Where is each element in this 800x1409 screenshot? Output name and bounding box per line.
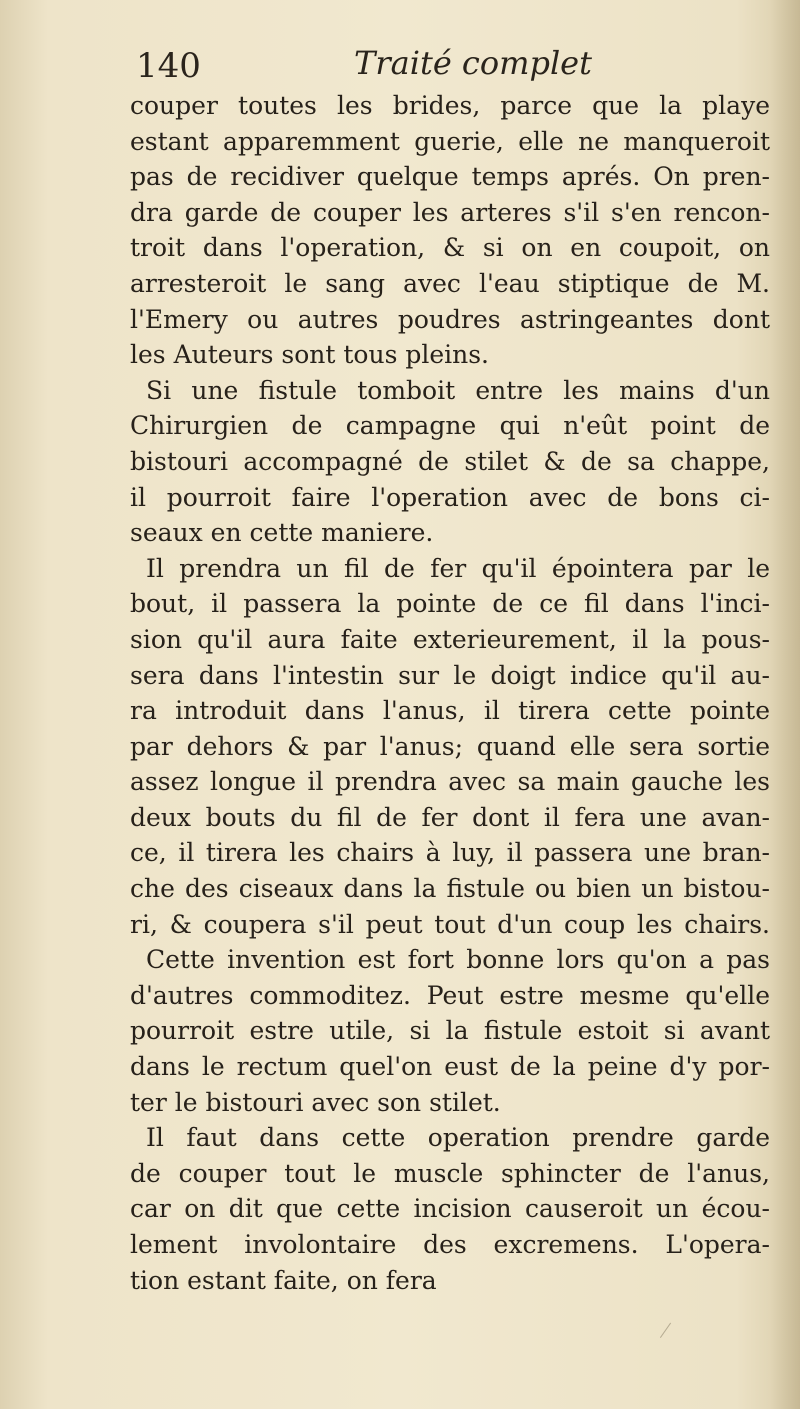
text-line: de couper tout le muscle sphincter de l'anus, xyxy=(130,1158,770,1188)
text-line: les Auteurs sont tous pleins. xyxy=(130,340,490,370)
text-line: che des ciseaux dans la fistule ou bien un bistou- xyxy=(130,874,770,904)
text-line: arresteroit le sang avec l'eau stiptique de M. xyxy=(130,268,770,298)
running-title: Traité complet xyxy=(354,44,592,82)
body-text xyxy=(130,88,770,1298)
text-line: Si une fistule tomboit entre les mains d'un xyxy=(146,375,770,405)
text-line: couper toutes les brides, parce que la playe xyxy=(130,91,770,120)
text-line: car on dit que cette incision causeroit un écou- xyxy=(130,1194,770,1224)
text-line: bout, il passera la pointe de ce fil dans l'inci- xyxy=(130,589,770,619)
text-line: Chirurgien de campagne qui n'eût point de xyxy=(130,411,770,441)
text-line: ri, & coupera s'il peut tout d'un coup les chairs. xyxy=(130,909,770,939)
text-line: lement involontaire des excremens. L'opera- xyxy=(130,1230,770,1259)
text-line: assez longue il prendra avec sa main gauche les xyxy=(130,767,770,797)
text-line: il pourroit faire l'operation avec de bons ci- xyxy=(130,482,770,512)
running-head xyxy=(130,42,770,88)
text-line: seaux en cette maniere. xyxy=(130,518,434,548)
text-line: sera dans l'intestin sur le doigt indice qu'il au- xyxy=(130,660,770,690)
text-line: deux bouts du fil de fer dont il fera une avan- xyxy=(130,802,770,832)
text-line: par dehors & par l'anus; quand elle sera sortie xyxy=(130,731,770,761)
text-line: pas de recidiver quelque temps aprés. On pren- xyxy=(130,162,770,192)
text-line: Cette invention est fort bonne lors qu'on a pas xyxy=(146,945,770,975)
text-line: ra introduit dans l'anus, il tirera cette pointe xyxy=(130,696,770,726)
text-line: pourroit estre utile, si la fistule estoit si avant xyxy=(130,1016,770,1046)
text-line: Il faut dans cette operation prendre garde xyxy=(146,1123,770,1153)
text-line: dans le rectum quel'on eust de la peine d'y por- xyxy=(130,1052,770,1082)
pencil-mark xyxy=(642,1310,671,1338)
text-line: l'Emery ou autres poudres astringeantes dont xyxy=(130,304,770,334)
text-line: Il prendra un fil de fer qu'il épointera par le xyxy=(146,553,770,583)
text-line: troit dans l'operation, & si on en coupoit, on xyxy=(130,233,770,263)
text-line: estant apparemment guerie, elle ne manqueroit xyxy=(130,126,770,156)
text-line: bistouri accompagné de stilet & de sa chappe, xyxy=(130,446,770,476)
text-line: ter le bistouri avec son stilet. xyxy=(130,1087,501,1117)
text-line: ce, il tirera les chairs à luy, il passera une bran- xyxy=(130,838,770,868)
text-line: tion estant faite, on fera xyxy=(130,1265,437,1295)
page-number: 140 xyxy=(136,46,201,86)
text-line: dra garde de couper les arteres s'il s'en rencon- xyxy=(130,197,770,227)
page-edge-shadow xyxy=(770,0,800,1409)
text-line: sion qu'il aura faite exterieurement, il la pous- xyxy=(130,624,770,654)
text-line: d'autres commoditez. Peut estre mesme qu'elle xyxy=(130,980,770,1010)
